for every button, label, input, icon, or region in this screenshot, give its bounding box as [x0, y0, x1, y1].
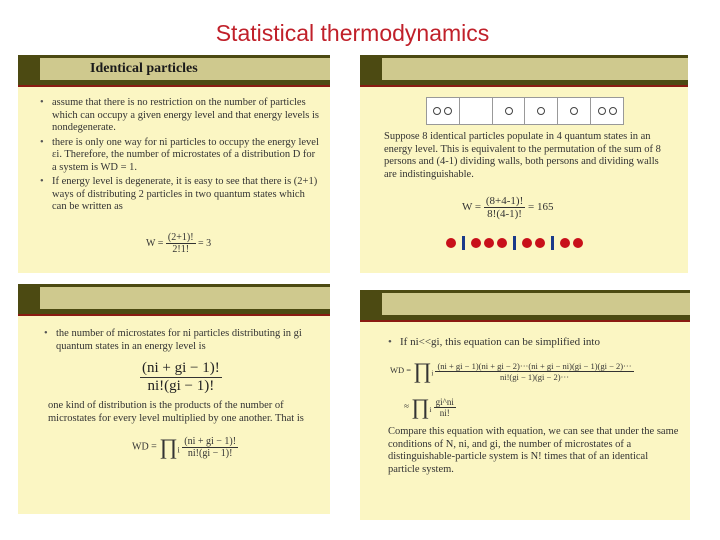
particle-circle-icon	[609, 107, 617, 115]
quantum-states-box	[426, 97, 624, 125]
formula-lhs: WD =	[132, 441, 157, 453]
dividing-wall	[513, 236, 516, 250]
bullet-list-container	[40, 97, 320, 216]
slide-microstates-formula	[18, 284, 330, 514]
quantum-state-cell	[591, 98, 623, 124]
formula-product	[132, 434, 238, 460]
particle-dot	[484, 238, 494, 248]
formula-denominator: ni!(gi − 1)!	[187, 447, 233, 459]
bullet-list	[44, 328, 314, 353]
title-band	[382, 293, 690, 315]
bullet-item: • If ni<<gi, this equation can be simplified into	[388, 336, 680, 349]
particle-dot	[446, 238, 456, 248]
formula-lhs: W =	[462, 201, 482, 214]
particle-circle-icon	[505, 107, 513, 115]
particle-dot	[560, 238, 570, 248]
formula-denominator: 2!1!	[172, 244, 190, 255]
formula-fraction	[484, 195, 525, 220]
slide-title-bar	[360, 290, 690, 322]
product-index: i	[177, 445, 180, 455]
formula-short	[404, 394, 456, 420]
quantum-state-cell	[493, 98, 526, 124]
bullet-list	[40, 97, 320, 214]
slide-paragraph: Suppose 8 identical particles populate in 4 quantum states in an energy level. This is equivalent to the permutation of the sum of 8 persons and (4-1) dividing walls, both persons and dividing walls are indistinguishable.	[384, 131, 661, 180]
particle-circle-icon	[570, 107, 578, 115]
formula-denominator: ni!	[439, 407, 450, 418]
formula-lhs: WD =	[390, 364, 412, 375]
formula-fraction	[140, 360, 222, 395]
formula-fraction	[434, 397, 456, 418]
formula-microstates	[140, 360, 222, 395]
quantum-state-cell	[525, 98, 558, 124]
particle-dot	[573, 238, 583, 248]
bullet-list-container	[44, 328, 314, 355]
formula-long	[390, 358, 634, 384]
particle-dot	[471, 238, 481, 248]
slide-paragraph: Compare this equation with equation, we can see that under the same conditions of N, ni, and gi, the number of microstates of a distinguishable-particle system is N! times that of an identical particle system.	[388, 426, 679, 475]
formula-denominator: ni!(gi − 1)(gi − 2)···	[499, 371, 570, 382]
bullet-list	[388, 336, 680, 349]
slide-permutation-example	[360, 55, 688, 273]
particle-dot	[522, 238, 532, 248]
slide-title: Identical particles	[90, 61, 198, 76]
particle-circle-icon	[598, 107, 606, 115]
formula-numerator: (ni + gi − 1)(ni + gi − 2)···(ni + gi − ni)(gi − 1)(gi − 2)···	[437, 360, 632, 371]
formula-lhs: W =	[146, 237, 164, 249]
product-symbol: ∏	[411, 394, 430, 419]
formula-numerator: gi^ni	[435, 396, 454, 407]
formula-fraction	[435, 361, 633, 382]
particle-circle-icon	[444, 107, 452, 115]
product-index: i	[431, 369, 434, 378]
dividing-wall	[551, 236, 554, 250]
bullet-list-container	[388, 336, 680, 351]
page-title: Statistical thermodynamics	[215, 20, 490, 46]
particle-dot	[535, 238, 545, 248]
slide-title-bar	[18, 55, 330, 87]
slide-paragraph: one kind of distribution is the products of the number of microstates for every level multiplied by one another. That is	[48, 400, 304, 424]
slide-title-bar	[18, 284, 330, 316]
formula-permutation	[462, 195, 553, 220]
bullet-item: • assume that there is no restriction on the number of particles which can occupy a given energy level and that energy levels is nondegenerate.	[40, 97, 320, 135]
product-symbol: ∏	[159, 434, 178, 459]
particles-walls-diagram	[446, 236, 583, 250]
particle-dot	[497, 238, 507, 248]
formula-fraction	[166, 232, 196, 255]
formula-numerator: (8+4-1)!	[485, 195, 524, 207]
quantum-state-cell	[558, 98, 591, 124]
slide-identical-particles	[18, 55, 330, 273]
product-symbol: ∏	[413, 358, 432, 383]
title-band	[382, 58, 688, 80]
bullet-item: • there is only one way for ni particles to occupy the energy level εi. Therefore, the number of microstates of a distribution D for a system is WD = 1.	[40, 137, 320, 175]
product-index: i	[429, 404, 432, 414]
formula-lhs: ≈	[404, 401, 409, 412]
quantum-state-cell	[427, 98, 460, 124]
slide-simplification	[360, 290, 690, 520]
dividing-wall	[462, 236, 465, 250]
formula-fraction	[182, 436, 238, 459]
formula-degenerate	[146, 232, 211, 255]
particle-circle-icon	[537, 107, 545, 115]
formula-numerator: (2+1)!	[167, 232, 194, 243]
formula-numerator: (ni + gi − 1)!	[184, 435, 237, 447]
formula-rhs: = 3	[198, 237, 212, 249]
bullet-item: • If energy level is degenerate, it is easy to see that there is (2+1) ways of distributing 2 particles in two quantum states which can be written as	[40, 176, 320, 214]
title-band	[40, 287, 330, 309]
slide-title-bar	[360, 55, 688, 87]
formula-rhs: = 165	[528, 201, 554, 214]
bullet-item: • the number of microstates for ni particles distributing in gi quantum states in an energy level is	[44, 328, 314, 353]
formula-denominator: 8!(4-1)!	[487, 208, 522, 220]
formula-numerator: (ni + gi − 1)!	[142, 360, 220, 376]
particle-circle-icon	[433, 107, 441, 115]
quantum-state-cell	[460, 98, 493, 124]
formula-denominator: ni!(gi − 1)!	[147, 378, 215, 394]
